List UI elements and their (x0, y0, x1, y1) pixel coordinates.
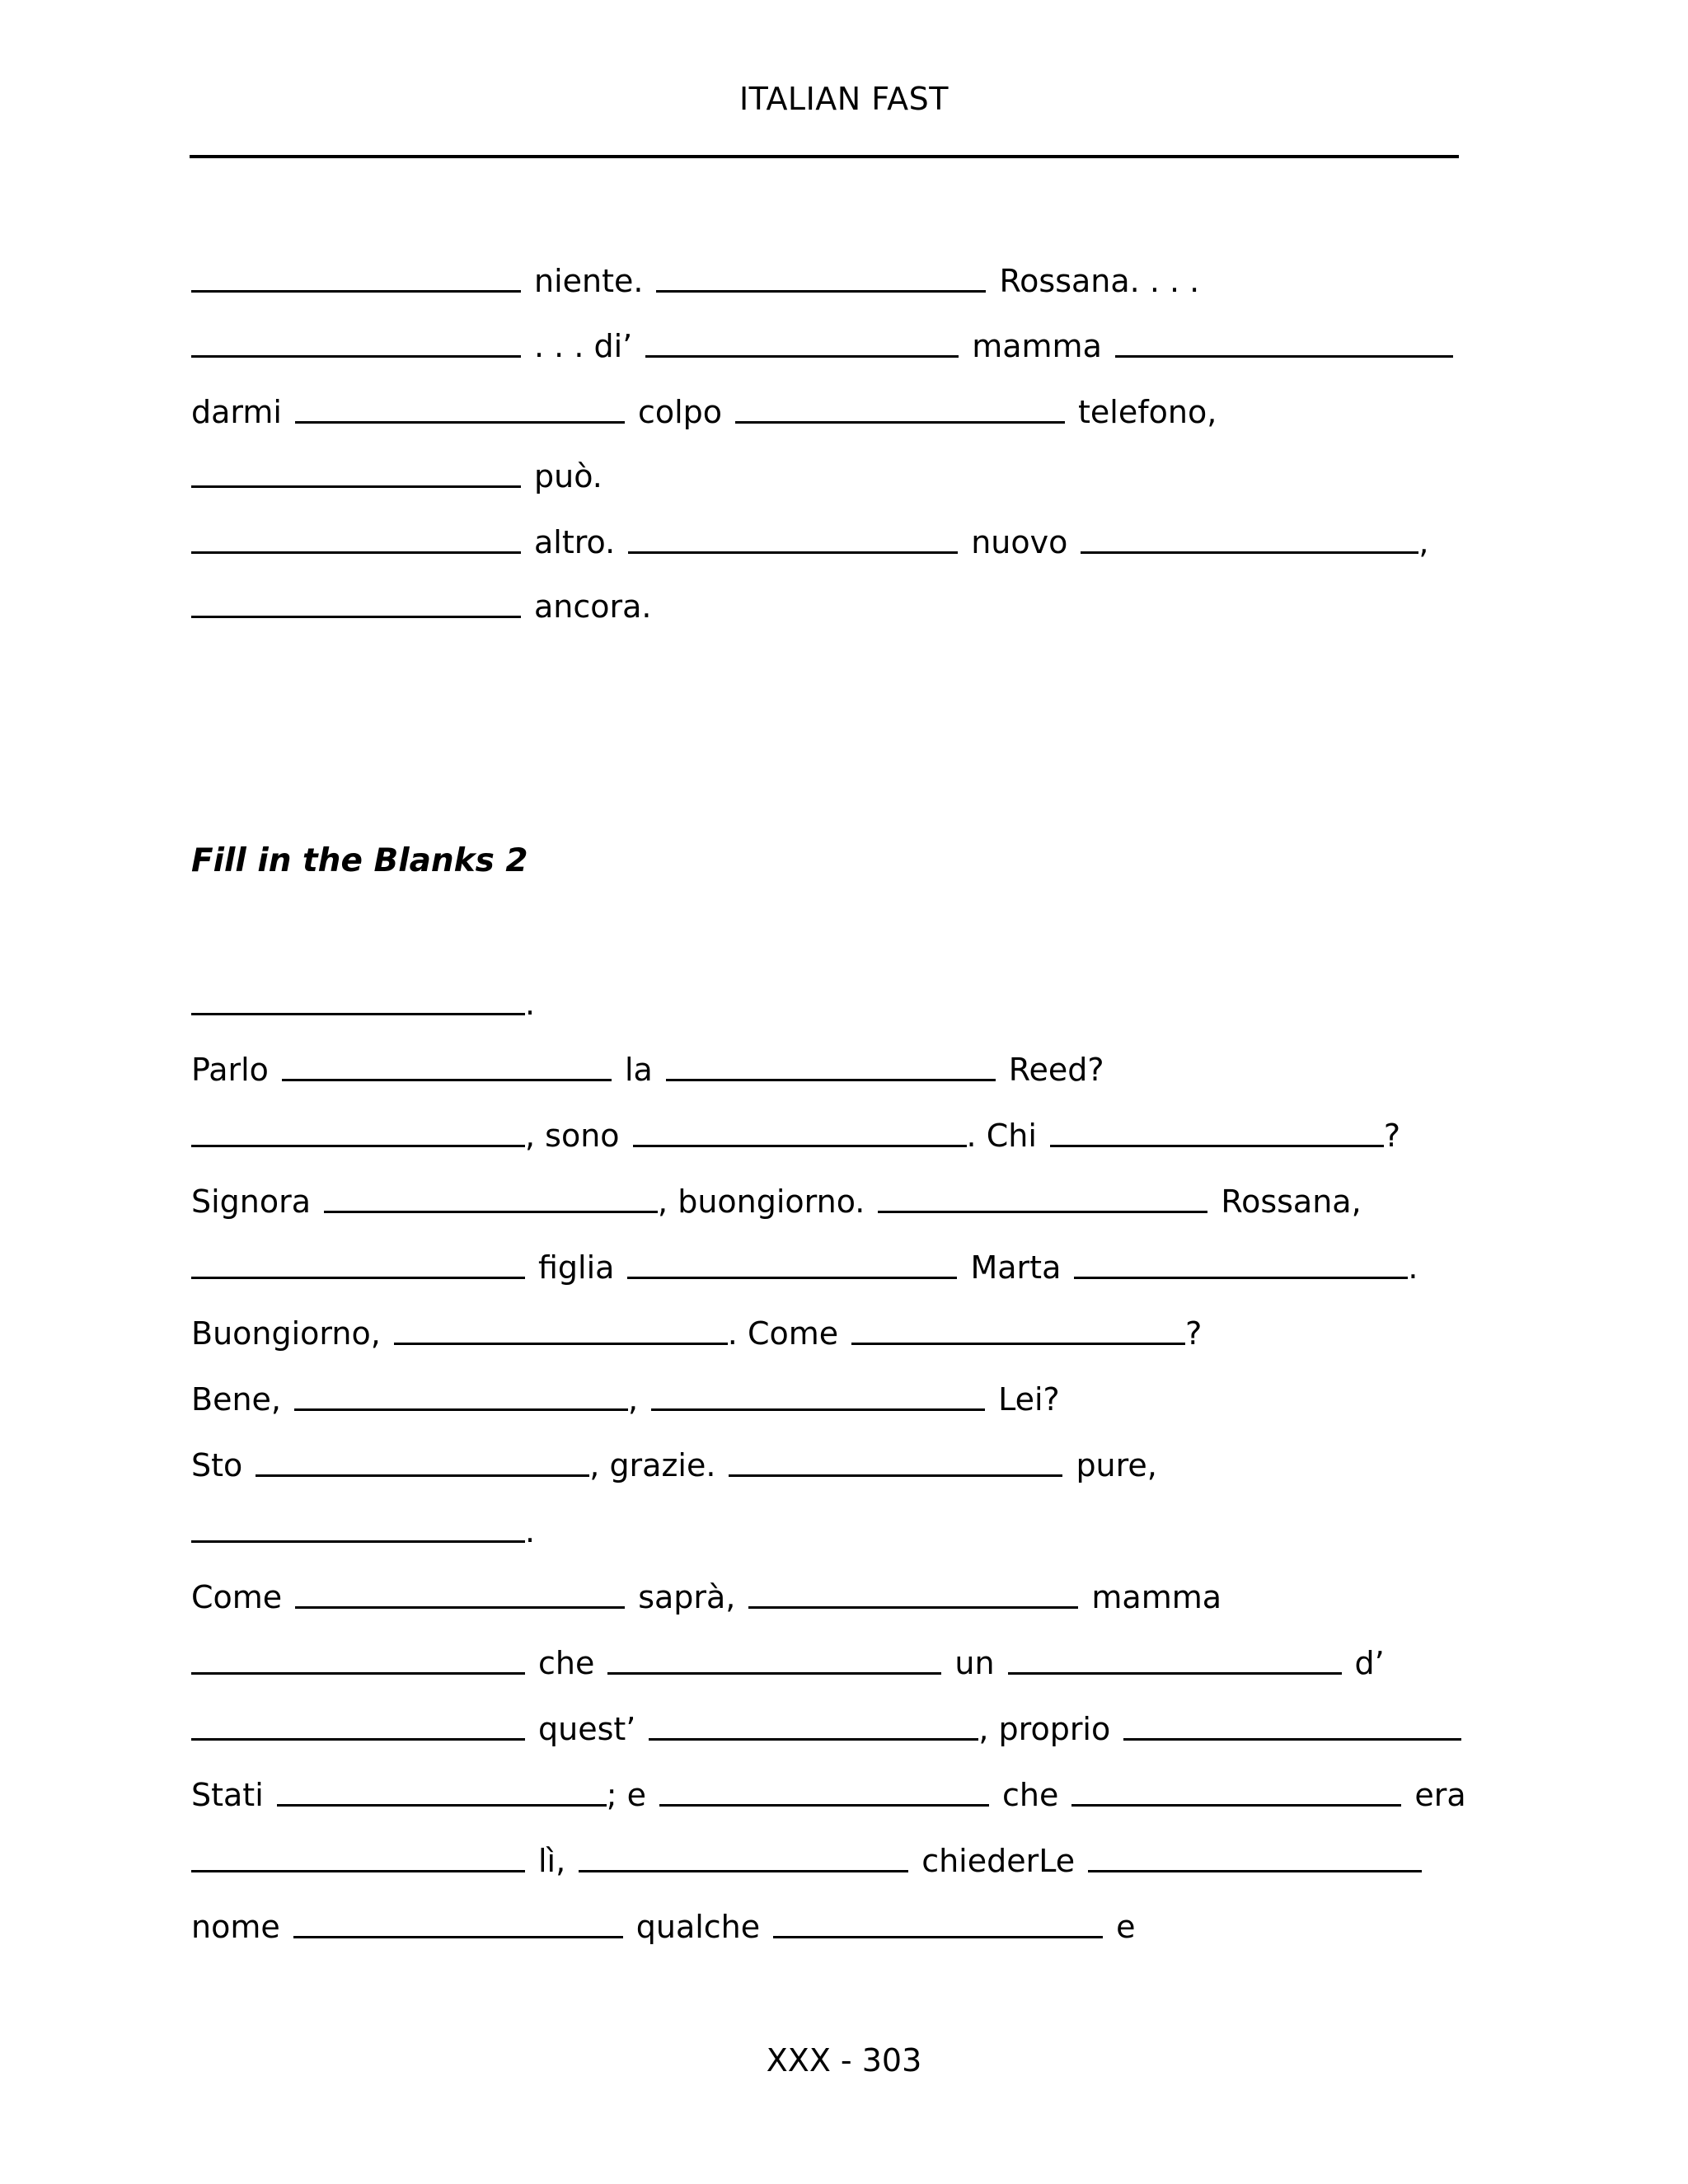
word: . Come (727, 1315, 839, 1352)
word: quest’ (538, 1711, 636, 1747)
blank[interactable] (1081, 551, 1418, 554)
exercise-line (191, 1038, 1118, 1088)
word: . (1408, 1249, 1418, 1286)
word: era (1414, 1777, 1466, 1813)
exercise-line (191, 445, 616, 494)
blank[interactable] (659, 1804, 989, 1807)
blank[interactable] (295, 1606, 625, 1609)
word: Lei? (998, 1381, 1060, 1418)
exercise-line (191, 1632, 1398, 1681)
blank[interactable] (1123, 1738, 1461, 1741)
blank[interactable] (191, 1738, 525, 1741)
exercise-line (191, 381, 1230, 430)
word: , buongiorno. (658, 1183, 865, 1220)
word: Rossana. . . . (999, 263, 1200, 299)
word: , (628, 1381, 639, 1418)
section-title: Fill in the Blanks 2 (191, 842, 528, 879)
exercise-line (191, 1434, 1170, 1483)
blank[interactable] (191, 1540, 525, 1543)
blank[interactable] (191, 290, 521, 293)
blank[interactable] (191, 1870, 525, 1872)
word: che (1002, 1777, 1059, 1813)
page-number: XXX - 303 (766, 2042, 922, 2079)
blank[interactable] (191, 616, 521, 618)
blank[interactable] (1071, 1804, 1401, 1807)
blank[interactable] (878, 1211, 1207, 1213)
blank[interactable] (729, 1474, 1062, 1477)
blank[interactable] (1050, 1145, 1384, 1147)
word: colpo (637, 394, 723, 430)
blank[interactable] (627, 1277, 957, 1279)
word: chiederLe (921, 1843, 1076, 1879)
word: altro. (534, 524, 616, 560)
blank[interactable] (191, 355, 521, 358)
blank[interactable] (324, 1211, 658, 1213)
word: può. (534, 458, 603, 494)
blank[interactable] (293, 1936, 623, 1938)
exercise-line (191, 1566, 1235, 1615)
blank[interactable] (256, 1474, 589, 1477)
blank[interactable] (295, 421, 625, 424)
word: Signora (191, 1183, 312, 1220)
word: un (954, 1645, 995, 1681)
word: Reed? (1008, 1052, 1104, 1088)
word: ancora. (534, 588, 652, 625)
word: niente. (534, 263, 644, 299)
blank[interactable] (191, 1672, 525, 1675)
word: Marta (970, 1249, 1062, 1286)
word: Sto (191, 1447, 243, 1483)
word: Buongiorno, (191, 1315, 381, 1352)
exercise-line (191, 250, 1212, 299)
word: Come (191, 1579, 283, 1615)
exercise-line (191, 1368, 1073, 1418)
exercise-line (191, 1302, 1202, 1352)
blank[interactable] (282, 1079, 612, 1081)
word: mamma (972, 328, 1102, 364)
word: Bene, (191, 1381, 281, 1418)
blank[interactable] (191, 485, 521, 488)
exercise-line (191, 1170, 1375, 1220)
word: . Chi (966, 1118, 1037, 1154)
word: telefono, (1078, 394, 1217, 430)
word: , sono (525, 1118, 620, 1154)
blank[interactable] (649, 1738, 978, 1741)
blank[interactable] (1115, 355, 1453, 358)
blank[interactable] (191, 1145, 525, 1147)
word: . (525, 986, 536, 1022)
blank[interactable] (628, 551, 958, 554)
word: , grazie. (589, 1447, 716, 1483)
blank[interactable] (666, 1079, 996, 1081)
blank[interactable] (191, 551, 521, 554)
word: . . . di’ (534, 328, 633, 364)
word: Parlo (191, 1052, 269, 1088)
word: saprà, (638, 1579, 736, 1615)
exercise-line (191, 1104, 1400, 1154)
word: , proprio (978, 1711, 1111, 1747)
page-header: ITALIAN FAST (738, 81, 950, 117)
word: nome (191, 1909, 280, 1945)
word: ? (1185, 1315, 1203, 1352)
word: pure, (1076, 1447, 1157, 1483)
blank[interactable] (735, 421, 1065, 424)
exercise-line (191, 1830, 1422, 1879)
word: Stati (191, 1777, 264, 1813)
blank[interactable] (394, 1343, 728, 1345)
blank[interactable] (748, 1606, 1078, 1609)
word: ; e (606, 1777, 647, 1813)
word: , (1418, 524, 1429, 560)
blank[interactable] (656, 290, 986, 293)
word: Rossana, (1221, 1183, 1362, 1220)
word: ? (1383, 1118, 1401, 1154)
exercise-line (191, 1698, 1461, 1747)
word: lì, (538, 1843, 566, 1879)
word: la (624, 1052, 653, 1088)
blank[interactable] (1074, 1277, 1408, 1279)
word: figlia (538, 1249, 615, 1286)
word: d’ (1354, 1645, 1385, 1681)
header-rule (190, 155, 1459, 158)
blank[interactable] (851, 1343, 1185, 1345)
exercise-line (191, 1896, 1149, 1945)
blank[interactable] (191, 1277, 525, 1279)
exercise-line (191, 1236, 1418, 1286)
blank[interactable] (645, 355, 959, 358)
word: qualche (635, 1909, 761, 1945)
word: nuovo (971, 524, 1068, 560)
blank[interactable] (294, 1408, 628, 1411)
blank[interactable] (1088, 1870, 1422, 1872)
word: e (1116, 1909, 1136, 1945)
word: mamma (1091, 1579, 1222, 1615)
exercise-line (191, 315, 1453, 364)
word: darmi (191, 394, 282, 430)
exercise-line (191, 511, 1428, 560)
blank[interactable] (579, 1870, 908, 1872)
blank[interactable] (277, 1804, 607, 1807)
blank[interactable] (607, 1672, 941, 1675)
exercise-line (191, 1764, 1479, 1813)
word: che (538, 1645, 595, 1681)
blank[interactable] (773, 1936, 1103, 1938)
blank[interactable] (191, 1013, 525, 1015)
blank[interactable] (633, 1145, 967, 1147)
blank[interactable] (1008, 1672, 1342, 1675)
exercise-line (191, 1500, 535, 1549)
exercise-line (191, 972, 535, 1022)
exercise-line (191, 575, 665, 625)
blank[interactable] (651, 1408, 985, 1411)
word: . (525, 1513, 536, 1549)
